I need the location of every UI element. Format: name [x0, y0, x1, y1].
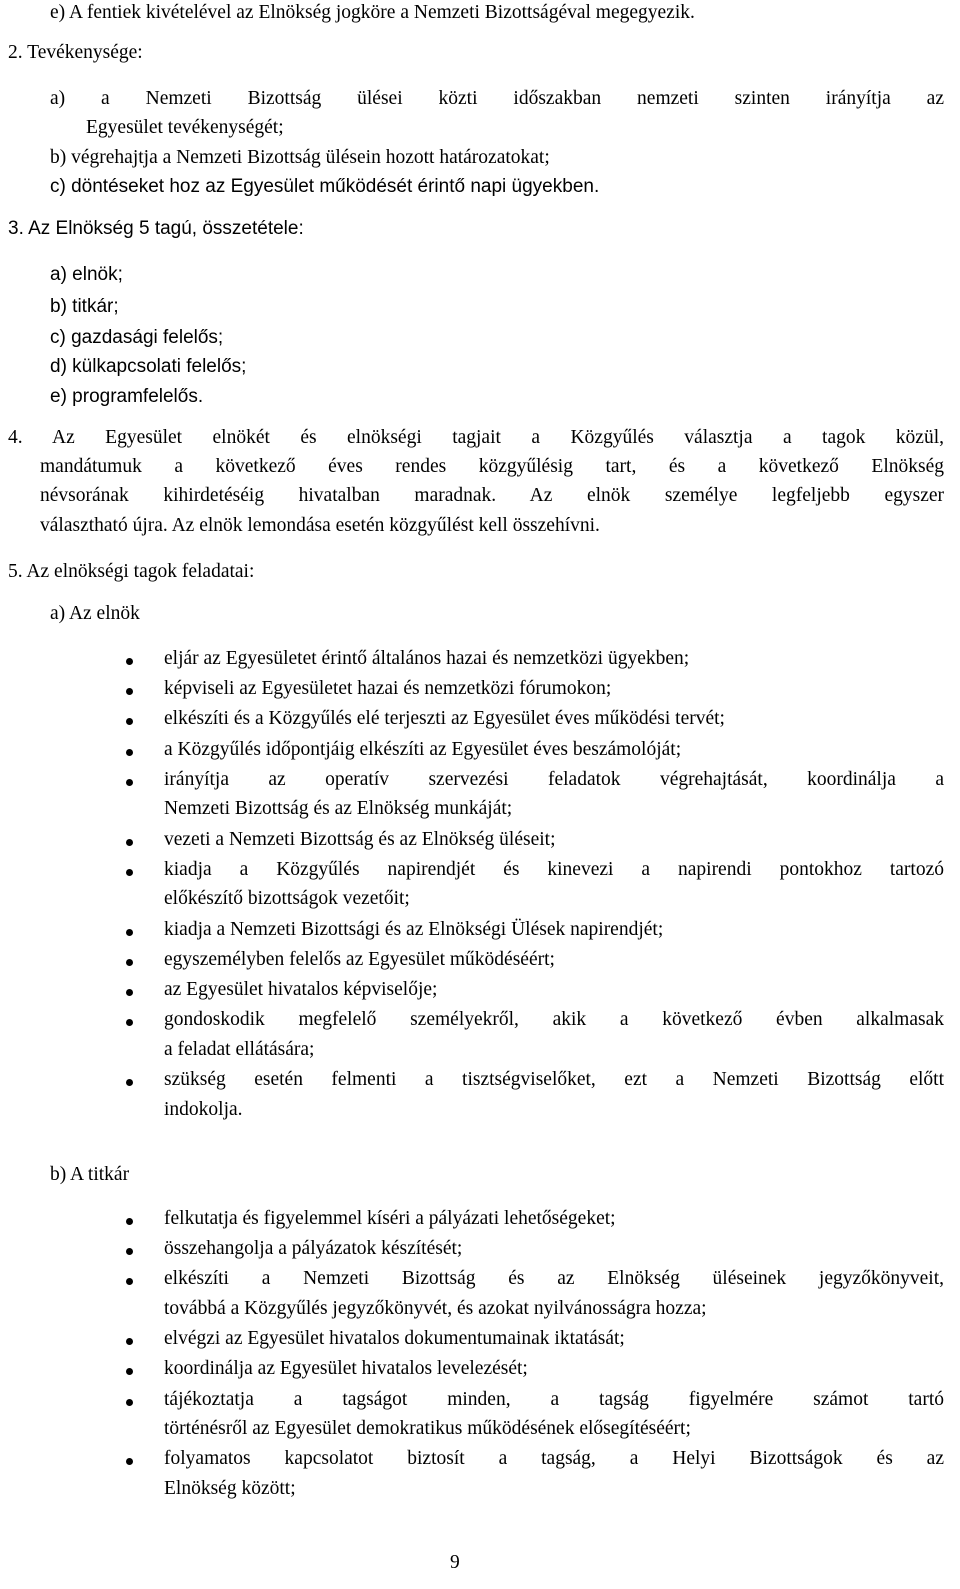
bullet-icon	[126, 658, 133, 665]
list-item-line: Nemzeti Bizottság és az Elnökség munkáját;	[164, 798, 513, 820]
section-3-item: b) titkár;	[50, 296, 119, 317]
bullet-icon	[126, 1338, 133, 1345]
list-item-line: elkészíti és a Közgyűlés elé terjeszti az Egyesület éves működési tervét;	[164, 708, 725, 730]
bullet-icon	[126, 839, 133, 846]
list-item-line: kiadja a Nemzeti Bizottsági és az Elnökségi Ülések napirendjét;	[164, 918, 664, 940]
bullet-icon	[126, 1079, 133, 1086]
section-3-item: a) elnök;	[50, 264, 123, 285]
list-item-line: előkészítő bizottságok vezetőit;	[164, 888, 410, 910]
section-2-item-b: b) végrehajtja a Nemzeti Bizottság ülésein hozott határozatokat;	[50, 147, 550, 168]
list-item-line: irányítja az operatív szervezési feladatok végrehajtását, koordinálja a	[164, 768, 944, 790]
bullet-icon	[126, 1248, 133, 1255]
list-item-line: az Egyesület hivatalos képviselője;	[164, 979, 438, 1000]
bullet-icon	[126, 959, 133, 966]
section-2-item-a-line1: a) a Nemzeti Bizottság ülései közti időszakban nemzeti szinten irányítja az	[50, 88, 944, 109]
page-number: 9	[450, 1552, 460, 1573]
section-4-line: 4. Az Egyesület elnökét és elnökségi tagjait a Közgyűlés választja a tagok közül,	[8, 427, 944, 448]
secretary-heading: b) A titkár	[50, 1164, 130, 1185]
list-item-line: képviseli az Egyesületet hazai és nemzetközi fórumokon;	[164, 678, 612, 700]
list-item-line: a Közgyűlés időpontjáig elkészíti az Egyesület éves beszámolóját;	[164, 738, 682, 760]
section-3-item: d) külkapcsolati felelős;	[50, 356, 247, 377]
bullet-icon	[126, 718, 133, 725]
section-2-heading: 2. Tevékenysége:	[8, 42, 143, 63]
list-item-line: egyszemélyben felelős az Egyesület működéséért;	[164, 948, 555, 970]
list-item-line: történésről az Egyesület demokratikus működésének elősegítéséért;	[164, 1418, 691, 1440]
list-item-line: a feladat ellátására;	[164, 1038, 315, 1060]
list-item-line: továbbá a Közgyűlés jegyzőkönyvét, és azokat nyilvánosságra hozza;	[164, 1298, 707, 1319]
bullet-icon	[126, 1368, 133, 1375]
list-item-line: indokolja.	[164, 1098, 243, 1120]
list-item-line: tájékoztatja a tagságot minden, a tagság figyelmére számot tartó	[164, 1388, 944, 1410]
list-item-line: Elnökség között;	[164, 1478, 296, 1499]
section-3-item: c) gazdasági felelős;	[50, 327, 224, 348]
bullet-icon	[126, 989, 133, 996]
bullet-icon	[126, 869, 133, 876]
bullet-icon	[126, 1019, 133, 1026]
list-item-line: felkutatja és figyelemmel kíséri a pályázati lehetőségeket;	[164, 1208, 616, 1229]
section-3-heading: 3. Az Elnökség 5 tagú, összetétele:	[8, 218, 304, 239]
bullet-icon	[126, 1278, 133, 1285]
list-item-line: kiadja a Közgyűlés napirendjét és kinevezi a napirendi pontokhoz tartozó	[164, 858, 944, 880]
list-item-line: koordinálja az Egyesület hivatalos levelezését;	[164, 1358, 528, 1380]
president-heading: a) Az elnök	[50, 603, 140, 624]
bullet-icon	[126, 688, 133, 695]
bullet-icon	[126, 1399, 133, 1406]
list-item-line: folyamatos kapcsolatot biztosít a tagság, a Helyi Bizottságok és az	[164, 1448, 944, 1470]
list-item-line: eljár az Egyesületet érintő általános hazai és nemzetközi ügyekben;	[164, 648, 690, 669]
bullet-icon	[126, 749, 133, 756]
section-4-line: választható újra. Az elnök lemondása esetén közgyűlést kell összehívni.	[40, 515, 600, 536]
section-3-item: e) programfelelős.	[50, 386, 204, 407]
bullet-icon	[126, 1218, 133, 1225]
list-item-line: elkészíti a Nemzeti Bizottság és az Elnökség üléseinek jegyzőkönyveit,	[164, 1268, 944, 1290]
section-4-line: mandátumuk a következő éves rendes közgyűlésig tart, és a következő Elnökség	[40, 456, 944, 477]
section-2-item-a-line2: Egyesület tevékenységét;	[86, 117, 284, 138]
bullet-icon	[126, 1458, 133, 1465]
bullet-icon	[126, 779, 133, 786]
section-4-line: névsorának kihirdetéséig hivatalban maradnak. Az elnök személye legfeljebb egyszer	[40, 485, 944, 506]
list-item-line: összehangolja a pályázatok készítését;	[164, 1238, 463, 1260]
list-item-line: gondoskodik megfelelő személyekről, akik a következő évben alkalmasak	[164, 1009, 944, 1031]
item-e-top: e) A fentiek kivételével az Elnökség jogköre a Nemzeti Bizottságéval megegyezik.	[50, 2, 695, 23]
list-item-line: vezeti a Nemzeti Bizottság és az Elnökség üléseit;	[164, 828, 556, 850]
section-2-item-c: c) döntéseket hoz az Egyesület működését érintő napi ügyekben.	[50, 176, 600, 197]
bullet-icon	[126, 929, 133, 936]
list-item-line: elvégzi az Egyesület hivatalos dokumentumainak iktatását;	[164, 1328, 625, 1350]
list-item-line: szükség esetén felmenti a tisztségviselőket, ezt a Nemzeti Bizottság előtt	[164, 1069, 944, 1090]
section-5-heading: 5. Az elnökségi tagok feladatai:	[8, 561, 255, 582]
